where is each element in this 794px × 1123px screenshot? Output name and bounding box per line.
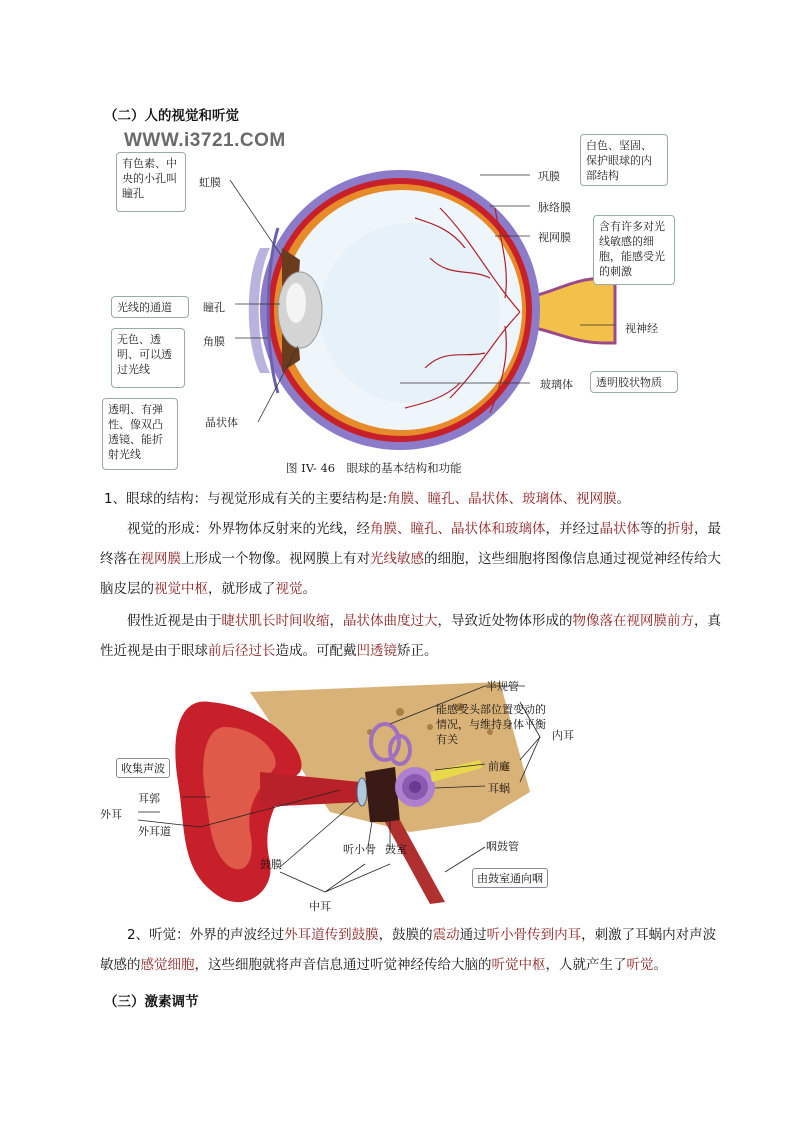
cornea-description-box: 无色、透明、可以透过光线 [111, 328, 185, 388]
eye-diagram [100, 128, 690, 478]
cornea-label: 角膜 [203, 335, 225, 348]
text: ，刺激了耳蜗内对声波敏感的 [100, 927, 717, 973]
lens-label: 晶状体 [205, 416, 238, 429]
highlight: 视觉 [275, 581, 303, 597]
inner-ear-label: 内耳 [552, 729, 574, 742]
retina-label: 视网膜 [538, 231, 571, 244]
highlight: 折射 [667, 521, 694, 537]
text: ，就形成了 [208, 581, 276, 597]
highlight: 听觉 [626, 957, 654, 973]
ear-canal-label: 外耳道 [138, 825, 171, 838]
ossicles-label: 听小骨 [343, 843, 376, 856]
tympanic-cavity-label: 鼓室 [385, 843, 407, 856]
watermark-text: WWW.i3721.COM [124, 130, 286, 151]
section-title-hormone: （三）激素调节 [104, 994, 199, 1010]
vitreous-label: 玻璃体 [540, 378, 573, 391]
highlight: 听小骨传到内耳 [486, 927, 582, 943]
pupil-description-box: 光线的通道 [111, 296, 189, 318]
vitreous-description-box: 透明胶状物质 [590, 371, 678, 393]
text: 通过 [459, 927, 487, 943]
text: 的细胞，这些细胞将图像信息通过视觉神经传给大脑皮层的 [100, 551, 721, 597]
eye-structure-end: 。 [616, 491, 631, 507]
optic-nerve-label: 视神经 [625, 322, 658, 335]
highlight: 光线敏感 [370, 551, 424, 567]
highlight: 视网膜 [140, 551, 181, 567]
highlight: 角膜、瞳孔、晶状体和玻璃体 [370, 521, 546, 537]
text: 上形成一个物像。视网膜上有对 [181, 551, 370, 567]
hearing-paragraph [100, 920, 722, 980]
text: 造成。可配戴 [275, 643, 357, 659]
highlight: 外耳道传到鼓膜 [284, 927, 379, 943]
highlight: 物像落在视网膜前方 [572, 613, 694, 629]
eye-structure-intro: 1、眼球的结构：与视觉形成有关的主要结构是: [104, 491, 388, 507]
pupil-label: 瞳孔 [203, 301, 225, 314]
highlight: 睫状肌长时间收缩 [221, 613, 330, 629]
retina-description-box: 含有许多对光线敏感的细胞，能感受光的刺激 [593, 215, 675, 285]
eye-structure-paragraph [104, 484, 724, 514]
highlight: 震动 [432, 927, 460, 943]
semicircular-canal-label: 半规管 [486, 680, 519, 693]
highlight: 晶状体 [599, 521, 640, 537]
eardrum-label: 鼓膜 [260, 858, 282, 871]
lens-description-box: 透明、有弹性、像双凸透镜、能折射光线 [102, 398, 178, 470]
text: ，并经过 [545, 521, 600, 537]
sclera-description-box: 白色、坚固、保护眼球的内部结构 [580, 134, 668, 186]
auricle-label: 耳郭 [138, 792, 160, 805]
text: 视觉的形成：外界物体反射来的光线，经 [127, 521, 370, 537]
myopia-paragraph [100, 606, 722, 666]
eye-structure-items: 角膜、瞳孔、晶状体、玻璃体、视网膜 [387, 491, 617, 507]
vestibule-label: 前庭 [488, 760, 510, 773]
eye-diagram-caption: 图 IV- 46 眼球的基本结构和功能 [286, 461, 462, 475]
sclera-label: 巩膜 [538, 170, 560, 183]
outer-ear-label: 外耳 [100, 808, 122, 821]
highlight: 听觉中枢 [491, 957, 546, 973]
text: ， [329, 613, 343, 629]
text: 2、听觉：外界的声波经过 [127, 927, 285, 943]
text: ，真性近视是由于眼球 [100, 613, 721, 659]
text: 矫正。 [397, 643, 438, 659]
text: ，鼓膜的 [378, 927, 433, 943]
iris-label: 虹膜 [199, 176, 221, 189]
cochlea-label: 耳蜗 [488, 782, 510, 795]
vision-formation-paragraph [100, 514, 722, 604]
section-title-vision-hearing: （二）人的视觉和听觉 [104, 108, 239, 124]
highlight: 前后径过长 [208, 643, 276, 659]
eustachian-description-box: 由鼓室通向咽 [472, 868, 548, 888]
text: ，导致近处物体形成的 [437, 613, 573, 629]
text: ，这些细胞就将声音信息通过听觉神经传给大脑的 [194, 957, 492, 973]
highlight: 感觉细胞 [140, 957, 195, 973]
collect-sound-box: 收集声波 [116, 758, 170, 778]
ear-diagram [100, 672, 574, 913]
text: ，最终落在 [100, 521, 721, 567]
semicircular-canal-description: 能感受头部位置变动的情况，与维持身体平衡有关 [436, 703, 546, 746]
highlight: 凹透镜 [356, 643, 397, 659]
choroid-label: 脉络膜 [538, 201, 571, 214]
eustachian-tube-label: 咽鼓管 [486, 840, 519, 853]
text: ，人就产生了 [545, 957, 627, 973]
iris-description-box: 有色素、中央的小孔叫瞳孔 [116, 152, 186, 212]
text: 。 [653, 957, 667, 973]
highlight: 晶状体曲度过大 [343, 613, 438, 629]
text: 。 [302, 581, 316, 597]
middle-ear-label: 中耳 [309, 900, 331, 913]
highlight: 视觉中枢 [154, 581, 208, 597]
text: 等的 [640, 521, 667, 537]
text: 假性近视是由于 [127, 613, 222, 629]
